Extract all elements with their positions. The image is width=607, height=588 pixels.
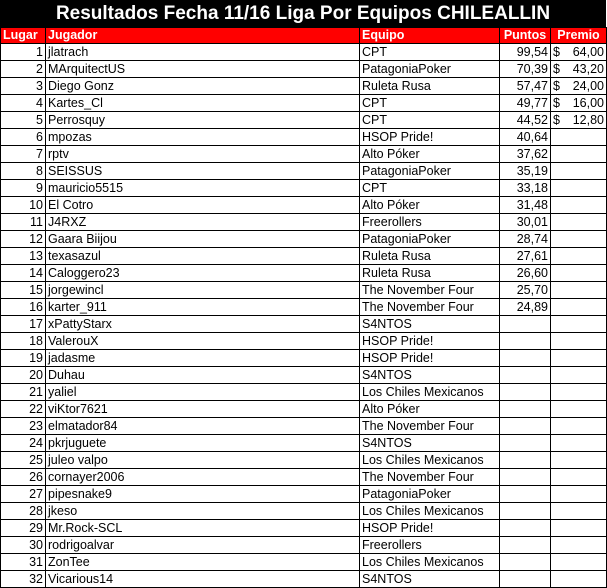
- cell-puntos: [500, 520, 551, 537]
- cell-equipo: The November Four: [360, 418, 500, 435]
- cell-lugar: 7: [1, 146, 46, 163]
- cell-puntos: [500, 350, 551, 367]
- cell-premio: [551, 418, 607, 435]
- cell-jugador: jlatrach: [46, 44, 360, 61]
- table-row: [1, 469, 607, 486]
- cell-jugador: SEISSUS: [46, 163, 360, 180]
- table-row: [1, 435, 607, 452]
- cell-lugar: 18: [1, 333, 46, 350]
- cell-lugar: 19: [1, 350, 46, 367]
- header-lugar: Lugar: [1, 28, 46, 44]
- cell-puntos: 26,60: [500, 265, 551, 282]
- cell-equipo: HSOP Pride!: [360, 129, 500, 146]
- cell-lugar: 20: [1, 367, 46, 384]
- table-row: [1, 112, 607, 129]
- cell-jugador: texasazul: [46, 248, 360, 265]
- cell-premio: [551, 231, 607, 248]
- cell-premio: [551, 95, 607, 112]
- cell-premio: [551, 265, 607, 282]
- table-row: [1, 367, 607, 384]
- premio-amount: 24,00: [572, 79, 604, 93]
- cell-equipo: Alto Póker: [360, 146, 500, 163]
- cell-lugar: 27: [1, 486, 46, 503]
- header-jugador: Jugador: [46, 28, 360, 44]
- cell-puntos: 44,52: [500, 112, 551, 129]
- cell-lugar: 26: [1, 469, 46, 486]
- cell-lugar: 9: [1, 180, 46, 197]
- cell-jugador: ZonTee: [46, 554, 360, 571]
- cell-premio: [551, 180, 607, 197]
- premio-currency: $: [553, 45, 560, 59]
- cell-equipo: S4NTOS: [360, 435, 500, 452]
- cell-equipo: HSOP Pride!: [360, 350, 500, 367]
- cell-puntos: 40,64: [500, 129, 551, 146]
- cell-premio: [551, 214, 607, 231]
- cell-jugador: pipesnake9: [46, 486, 360, 503]
- cell-lugar: 13: [1, 248, 46, 265]
- cell-jugador: jorgewincl: [46, 282, 360, 299]
- cell-lugar: 30: [1, 537, 46, 554]
- table-row: [1, 384, 607, 401]
- cell-premio: [551, 350, 607, 367]
- cell-jugador: Perrosquy: [46, 112, 360, 129]
- cell-premio: [551, 282, 607, 299]
- cell-equipo: Ruleta Rusa: [360, 248, 500, 265]
- cell-jugador: karter_911: [46, 299, 360, 316]
- cell-equipo: PatagoniaPoker: [360, 61, 500, 78]
- table-row: [1, 95, 607, 112]
- premio-currency: $: [553, 113, 560, 127]
- cell-jugador: Mr.Rock-SCL: [46, 520, 360, 537]
- header-premio: Premio: [551, 28, 607, 44]
- premio-amount: 43,20: [572, 62, 604, 76]
- cell-jugador: mauricio5515: [46, 180, 360, 197]
- cell-puntos: 49,77: [500, 95, 551, 112]
- table-row: [1, 146, 607, 163]
- table-row: [1, 554, 607, 571]
- cell-premio: [551, 197, 607, 214]
- cell-premio: [551, 367, 607, 384]
- table-row: [1, 537, 607, 554]
- cell-equipo: The November Four: [360, 469, 500, 486]
- cell-equipo: S4NTOS: [360, 367, 500, 384]
- cell-puntos: [500, 554, 551, 571]
- cell-lugar: 21: [1, 384, 46, 401]
- cell-puntos: 70,39: [500, 61, 551, 78]
- cell-jugador: ValerouX: [46, 333, 360, 350]
- cell-jugador: MArquitectUS: [46, 61, 360, 78]
- cell-lugar: 8: [1, 163, 46, 180]
- cell-lugar: 23: [1, 418, 46, 435]
- cell-equipo: Los Chiles Mexicanos: [360, 503, 500, 520]
- cell-puntos: [500, 418, 551, 435]
- cell-premio: [551, 112, 607, 129]
- cell-lugar: 24: [1, 435, 46, 452]
- cell-lugar: 11: [1, 214, 46, 231]
- cell-premio: [551, 146, 607, 163]
- table-row: [1, 78, 607, 95]
- cell-premio: [551, 520, 607, 537]
- cell-equipo: CPT: [360, 180, 500, 197]
- table-row: [1, 520, 607, 537]
- cell-jugador: Gaara Biijou: [46, 231, 360, 248]
- premio-currency: $: [553, 79, 560, 93]
- cell-equipo: PatagoniaPoker: [360, 163, 500, 180]
- cell-lugar: 17: [1, 316, 46, 333]
- cell-jugador: mpozas: [46, 129, 360, 146]
- cell-equipo: HSOP Pride!: [360, 520, 500, 537]
- cell-equipo: Freerollers: [360, 214, 500, 231]
- cell-premio: [551, 248, 607, 265]
- table-row: [1, 418, 607, 435]
- cell-puntos: 28,74: [500, 231, 551, 248]
- cell-equipo: HSOP Pride!: [360, 333, 500, 350]
- cell-equipo: S4NTOS: [360, 571, 500, 588]
- page-title: Resultados Fecha 11/16 Liga Por Equipos CHILEALLIN: [0, 0, 606, 27]
- table-row: [1, 486, 607, 503]
- cell-lugar: 25: [1, 452, 46, 469]
- cell-premio: [551, 44, 607, 61]
- cell-lugar: 6: [1, 129, 46, 146]
- cell-equipo: Alto Póker: [360, 197, 500, 214]
- header-equipo: Equipo: [360, 28, 500, 44]
- cell-lugar: 22: [1, 401, 46, 418]
- cell-puntos: [500, 469, 551, 486]
- cell-equipo: CPT: [360, 95, 500, 112]
- table-row: [1, 214, 607, 231]
- cell-puntos: 57,47: [500, 78, 551, 95]
- table-header-row: [1, 28, 607, 44]
- cell-puntos: 33,18: [500, 180, 551, 197]
- table-row: [1, 299, 607, 316]
- cell-equipo: CPT: [360, 112, 500, 129]
- cell-premio: [551, 401, 607, 418]
- cell-equipo: CPT: [360, 44, 500, 61]
- cell-jugador: Diego Gonz: [46, 78, 360, 95]
- cell-equipo: Alto Póker: [360, 401, 500, 418]
- cell-jugador: pkrjuguete: [46, 435, 360, 452]
- cell-puntos: [500, 401, 551, 418]
- cell-puntos: [500, 452, 551, 469]
- table-row: [1, 265, 607, 282]
- cell-puntos: [500, 537, 551, 554]
- cell-premio: [551, 316, 607, 333]
- cell-premio: [551, 469, 607, 486]
- cell-premio: [551, 554, 607, 571]
- cell-equipo: Los Chiles Mexicanos: [360, 554, 500, 571]
- cell-puntos: [500, 384, 551, 401]
- cell-jugador: Kartes_Cl: [46, 95, 360, 112]
- cell-premio: [551, 435, 607, 452]
- cell-puntos: [500, 503, 551, 520]
- cell-lugar: 3: [1, 78, 46, 95]
- table-row: [1, 248, 607, 265]
- cell-puntos: 30,01: [500, 214, 551, 231]
- table-row: [1, 401, 607, 418]
- cell-equipo: The November Four: [360, 282, 500, 299]
- cell-equipo: Los Chiles Mexicanos: [360, 384, 500, 401]
- cell-puntos: [500, 333, 551, 350]
- cell-lugar: 16: [1, 299, 46, 316]
- cell-premio: [551, 571, 607, 588]
- table-row: [1, 231, 607, 248]
- cell-puntos: [500, 435, 551, 452]
- table-row: [1, 197, 607, 214]
- cell-jugador: J4RXZ: [46, 214, 360, 231]
- premio-amount: 64,00: [572, 45, 604, 59]
- table-row: [1, 503, 607, 520]
- cell-puntos: 37,62: [500, 146, 551, 163]
- cell-jugador: jadasme: [46, 350, 360, 367]
- cell-equipo: Los Chiles Mexicanos: [360, 452, 500, 469]
- cell-lugar: 28: [1, 503, 46, 520]
- cell-jugador: juleo valpo: [46, 452, 360, 469]
- table-row: [1, 452, 607, 469]
- premio-amount: 16,00: [572, 96, 604, 110]
- cell-lugar: 31: [1, 554, 46, 571]
- cell-premio: [551, 503, 607, 520]
- cell-puntos: [500, 486, 551, 503]
- cell-equipo: S4NTOS: [360, 316, 500, 333]
- cell-premio: [551, 333, 607, 350]
- cell-premio: [551, 299, 607, 316]
- cell-jugador: El Cotro: [46, 197, 360, 214]
- header-puntos: Puntos: [500, 28, 551, 44]
- premio-currency: $: [553, 62, 560, 76]
- premio-amount: 12,80: [572, 113, 604, 127]
- cell-jugador: viKtor7621: [46, 401, 360, 418]
- cell-jugador: cornayer2006: [46, 469, 360, 486]
- cell-lugar: 4: [1, 95, 46, 112]
- cell-puntos: 35,19: [500, 163, 551, 180]
- table-row: [1, 571, 607, 588]
- table-row: [1, 61, 607, 78]
- cell-equipo: Ruleta Rusa: [360, 265, 500, 282]
- table-row: [1, 129, 607, 146]
- cell-jugador: xPattyStarx: [46, 316, 360, 333]
- premio-currency: $: [553, 96, 560, 110]
- cell-lugar: 1: [1, 44, 46, 61]
- cell-jugador: Duhau: [46, 367, 360, 384]
- cell-lugar: 15: [1, 282, 46, 299]
- table-row: [1, 316, 607, 333]
- table-row: [1, 282, 607, 299]
- cell-lugar: 14: [1, 265, 46, 282]
- cell-puntos: 25,70: [500, 282, 551, 299]
- cell-jugador: rptv: [46, 146, 360, 163]
- cell-lugar: 2: [1, 61, 46, 78]
- table-row: [1, 163, 607, 180]
- cell-lugar: 12: [1, 231, 46, 248]
- cell-lugar: 32: [1, 571, 46, 588]
- cell-lugar: 10: [1, 197, 46, 214]
- cell-premio: [551, 129, 607, 146]
- cell-equipo: PatagoniaPoker: [360, 486, 500, 503]
- table-row: [1, 180, 607, 197]
- cell-jugador: rodrigoalvar: [46, 537, 360, 554]
- table-row: [1, 333, 607, 350]
- cell-premio: [551, 486, 607, 503]
- table-row: [1, 350, 607, 367]
- cell-jugador: jkeso: [46, 503, 360, 520]
- cell-equipo: The November Four: [360, 299, 500, 316]
- cell-premio: [551, 61, 607, 78]
- cell-puntos: [500, 316, 551, 333]
- cell-lugar: 5: [1, 112, 46, 129]
- cell-premio: [551, 537, 607, 554]
- cell-equipo: Freerollers: [360, 537, 500, 554]
- cell-equipo: Ruleta Rusa: [360, 78, 500, 95]
- table-row: [1, 44, 607, 61]
- cell-equipo: PatagoniaPoker: [360, 231, 500, 248]
- cell-puntos: 31,48: [500, 197, 551, 214]
- table-body: [1, 44, 607, 588]
- cell-puntos: [500, 571, 551, 588]
- cell-puntos: 24,89: [500, 299, 551, 316]
- cell-premio: [551, 163, 607, 180]
- results-table: [0, 27, 607, 588]
- cell-puntos: [500, 367, 551, 384]
- cell-premio: [551, 452, 607, 469]
- cell-premio: [551, 78, 607, 95]
- cell-puntos: 27,61: [500, 248, 551, 265]
- cell-jugador: elmatador84: [46, 418, 360, 435]
- cell-lugar: 29: [1, 520, 46, 537]
- cell-puntos: 99,54: [500, 44, 551, 61]
- cell-jugador: Vicarious14: [46, 571, 360, 588]
- cell-premio: [551, 384, 607, 401]
- cell-jugador: yaliel: [46, 384, 360, 401]
- cell-jugador: Caloggero23: [46, 265, 360, 282]
